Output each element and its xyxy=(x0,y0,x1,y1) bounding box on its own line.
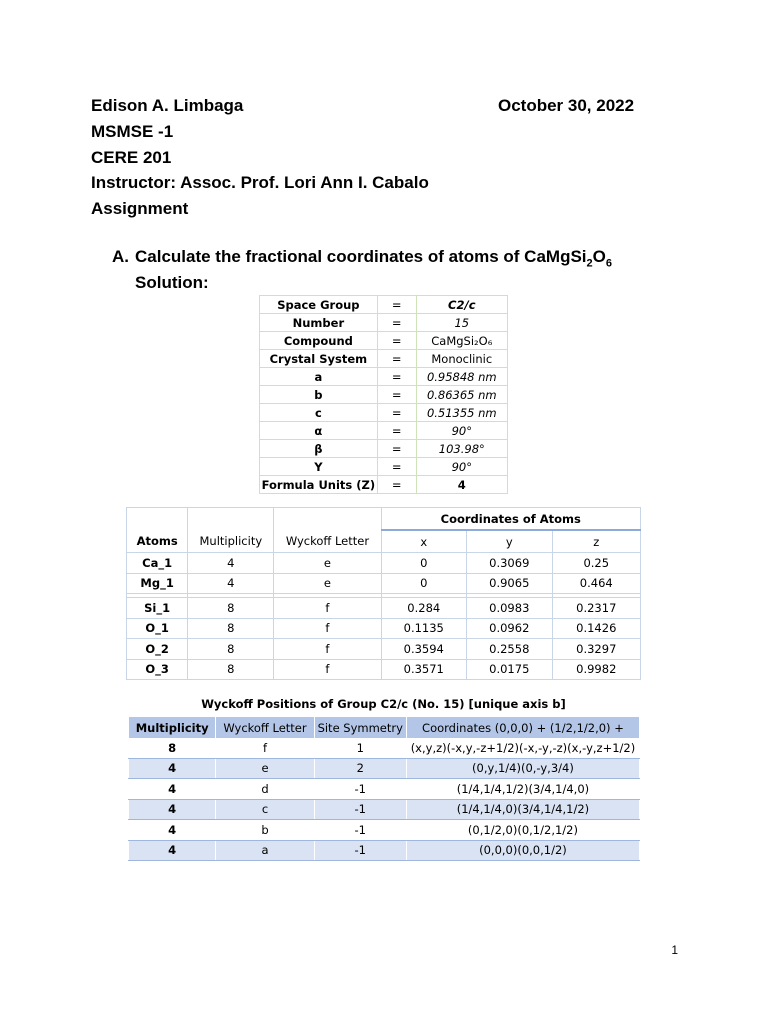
multiplicity-cell: 4 xyxy=(129,820,216,841)
x-coordinate: 0.3594 xyxy=(381,639,467,660)
multiplicity-cell: 8 xyxy=(188,639,274,660)
multiplicity-cell: 8 xyxy=(129,738,216,758)
col-header-multiplicity: Multiplicity xyxy=(129,717,216,738)
atom-name: O_1 xyxy=(127,618,188,639)
equals-sign: = xyxy=(377,476,416,494)
property-label: β xyxy=(260,440,378,458)
atom-row xyxy=(127,618,641,639)
author-name: Edison A. Limbaga xyxy=(91,96,244,115)
question-heading xyxy=(112,247,612,273)
crystal-property-row xyxy=(260,386,508,404)
site-symmetry-cell: 2 xyxy=(314,758,406,779)
wyckoff-letter-cell: f xyxy=(274,659,381,680)
property-value: 0.95848 nm xyxy=(416,368,507,386)
solution-label: Solution: xyxy=(135,273,209,292)
course-line: CERE 201 xyxy=(91,148,172,167)
coordinates-group-header-row xyxy=(127,508,641,531)
col-header-coordinates: Coordinates (0,0,0) + (1/2,1/2,0) + xyxy=(406,717,639,738)
crystal-property-row xyxy=(260,422,508,440)
equals-sign: = xyxy=(377,296,416,314)
equals-sign: = xyxy=(377,386,416,404)
wyckoff-letter-cell: e xyxy=(274,573,381,594)
multiplicity-cell: 8 xyxy=(188,659,274,680)
coordinates-cell: (0,y,1/4)(0,-y,3/4) xyxy=(406,758,639,779)
property-value: CaMgSi₂O₆ xyxy=(416,332,507,350)
crystal-property-row xyxy=(260,476,508,494)
question-text: Calculate the fractional coordinates of atoms of CaMgSi xyxy=(135,247,587,266)
wyckoff-row xyxy=(129,758,640,779)
property-label: Υ xyxy=(260,458,378,476)
atom-name: Mg_1 xyxy=(127,573,188,594)
atom-row xyxy=(127,659,641,680)
property-label: Crystal System xyxy=(260,350,378,368)
document-date: October 30, 2022 xyxy=(498,96,635,115)
coordinates-cell: (0,0,0)(0,0,1/2) xyxy=(406,840,639,861)
multiplicity-cell: 8 xyxy=(188,618,274,639)
equals-sign: = xyxy=(377,458,416,476)
y-coordinate: 0.0983 xyxy=(467,598,553,619)
property-label: c xyxy=(260,404,378,422)
question-sub-2: 6 xyxy=(605,257,613,270)
wyckoff-letter-cell: b xyxy=(216,820,314,841)
x-coordinate: 0.284 xyxy=(381,598,467,619)
atom-coordinates-table xyxy=(126,507,641,680)
y-coordinate: 0.3069 xyxy=(467,553,553,574)
property-label: b xyxy=(260,386,378,404)
multiplicity-cell: 4 xyxy=(129,779,216,800)
property-label: Number xyxy=(260,314,378,332)
x-coordinate: 0 xyxy=(381,573,467,594)
crystal-property-row xyxy=(260,332,508,350)
col-header-y: y xyxy=(467,530,553,553)
equals-sign: = xyxy=(377,332,416,350)
wyckoff-letter-cell: e xyxy=(274,553,381,574)
question-number: A. xyxy=(112,247,129,266)
assignment-label: Assignment xyxy=(91,199,189,218)
property-label: α xyxy=(260,422,378,440)
z-coordinate: 0.2317 xyxy=(552,598,640,619)
y-coordinate: 0.2558 xyxy=(467,639,553,660)
atom-row xyxy=(127,639,641,660)
x-coordinate: 0.3571 xyxy=(381,659,467,680)
col-header-wyckoff-letter: Wyckoff Letter xyxy=(216,717,314,738)
y-coordinate: 0.0175 xyxy=(467,659,553,680)
wyckoff-letter-cell: a xyxy=(216,840,314,861)
atom-row xyxy=(127,573,641,594)
question-sub-1: 2 xyxy=(586,257,593,270)
atom-name: O_2 xyxy=(127,639,188,660)
wyckoff-letter-cell: f xyxy=(216,738,314,758)
z-coordinate: 0.1426 xyxy=(552,618,640,639)
wyckoff-letter-cell: e xyxy=(216,758,314,779)
coordinates-group-header: Coordinates of Atoms xyxy=(381,508,641,531)
col-header-x: x xyxy=(381,530,467,553)
crystal-properties-table xyxy=(259,295,508,494)
wyckoff-letter-cell: f xyxy=(274,618,381,639)
wyckoff-table-title: Wyckoff Positions of Group C2/c (No. 15) [unique axis b] xyxy=(201,697,566,711)
multiplicity-cell: 4 xyxy=(188,553,274,574)
crystal-property-row xyxy=(260,296,508,314)
wyckoff-header-row xyxy=(129,717,640,738)
wyckoff-letter-cell: f xyxy=(274,639,381,660)
atoms-header-row xyxy=(127,530,641,553)
equals-sign: = xyxy=(377,440,416,458)
wyckoff-row xyxy=(129,840,640,861)
equals-sign: = xyxy=(377,350,416,368)
wyckoff-letter-cell: d xyxy=(216,779,314,800)
multiplicity-cell: 4 xyxy=(129,840,216,861)
multiplicity-cell: 4 xyxy=(129,758,216,779)
x-coordinate: 0 xyxy=(381,553,467,574)
crystal-property-row xyxy=(260,458,508,476)
crystal-property-row xyxy=(260,368,508,386)
property-label: Compound xyxy=(260,332,378,350)
property-label: Formula Units (Z) xyxy=(260,476,378,494)
site-symmetry-cell: -1 xyxy=(314,820,406,841)
equals-sign: = xyxy=(377,314,416,332)
multiplicity-cell: 4 xyxy=(188,573,274,594)
wyckoff-row xyxy=(129,779,640,800)
coordinates-cell: (x,y,z)(-x,y,-z+1/2)(-x,-y,-z)(x,-y,z+1/2) xyxy=(406,738,639,758)
coordinates-cell: (1/4,1/4,0)(3/4,1/4,1/2) xyxy=(406,799,639,820)
col-header-multiplicity: Multiplicity xyxy=(188,530,274,553)
y-coordinate: 0.9065 xyxy=(467,573,553,594)
col-header-wyckoff: Wyckoff Letter xyxy=(274,530,381,553)
site-symmetry-cell: -1 xyxy=(314,840,406,861)
col-header-atoms: Atoms xyxy=(127,530,188,553)
atom-row xyxy=(127,598,641,619)
property-value: 4 xyxy=(416,476,507,494)
site-symmetry-cell: 1 xyxy=(314,738,406,758)
wyckoff-letter-cell: c xyxy=(216,799,314,820)
equals-sign: = xyxy=(377,404,416,422)
property-value: 90° xyxy=(416,458,507,476)
property-value: C2/c xyxy=(416,296,507,314)
property-label: Space Group xyxy=(260,296,378,314)
wyckoff-row xyxy=(129,820,640,841)
col-header-site-symmetry: Site Symmetry xyxy=(314,717,406,738)
crystal-property-row xyxy=(260,440,508,458)
y-coordinate: 0.0962 xyxy=(467,618,553,639)
site-symmetry-cell: -1 xyxy=(314,799,406,820)
property-value: 103.98° xyxy=(416,440,507,458)
z-coordinate: 0.25 xyxy=(552,553,640,574)
instructor-line: Instructor: Assoc. Prof. Lori Ann I. Cabalo xyxy=(91,173,429,192)
coordinates-cell: (1/4,1/4,1/2)(3/4,1/4,0) xyxy=(406,779,639,800)
property-value: 0.86365 nm xyxy=(416,386,507,404)
property-value: 0.51355 nm xyxy=(416,404,507,422)
col-header-z: z xyxy=(552,530,640,553)
z-coordinate: 0.464 xyxy=(552,573,640,594)
program-line: MSMSE -1 xyxy=(91,122,174,141)
wyckoff-letter-cell: f xyxy=(274,598,381,619)
coordinates-cell: (0,1/2,0)(0,1/2,1/2) xyxy=(406,820,639,841)
question-mid: O xyxy=(592,247,606,266)
multiplicity-cell: 4 xyxy=(129,799,216,820)
z-coordinate: 0.9982 xyxy=(552,659,640,680)
wyckoff-row xyxy=(129,738,640,758)
multiplicity-cell: 8 xyxy=(188,598,274,619)
crystal-property-row xyxy=(260,350,508,368)
property-value: 90° xyxy=(416,422,507,440)
atom-name: O_3 xyxy=(127,659,188,680)
crystal-property-row xyxy=(260,314,508,332)
atom-row xyxy=(127,553,641,574)
equals-sign: = xyxy=(377,368,416,386)
x-coordinate: 0.1135 xyxy=(381,618,467,639)
site-symmetry-cell: -1 xyxy=(314,779,406,800)
atom-name: Ca_1 xyxy=(127,553,188,574)
property-value: Monoclinic xyxy=(416,350,507,368)
z-coordinate: 0.3297 xyxy=(552,639,640,660)
property-label: a xyxy=(260,368,378,386)
equals-sign: = xyxy=(377,422,416,440)
page-number: 1 xyxy=(671,943,678,957)
crystal-property-row xyxy=(260,404,508,422)
property-value: 15 xyxy=(416,314,507,332)
wyckoff-positions-table xyxy=(128,717,640,861)
wyckoff-row xyxy=(129,799,640,820)
atom-name: Si_1 xyxy=(127,598,188,619)
